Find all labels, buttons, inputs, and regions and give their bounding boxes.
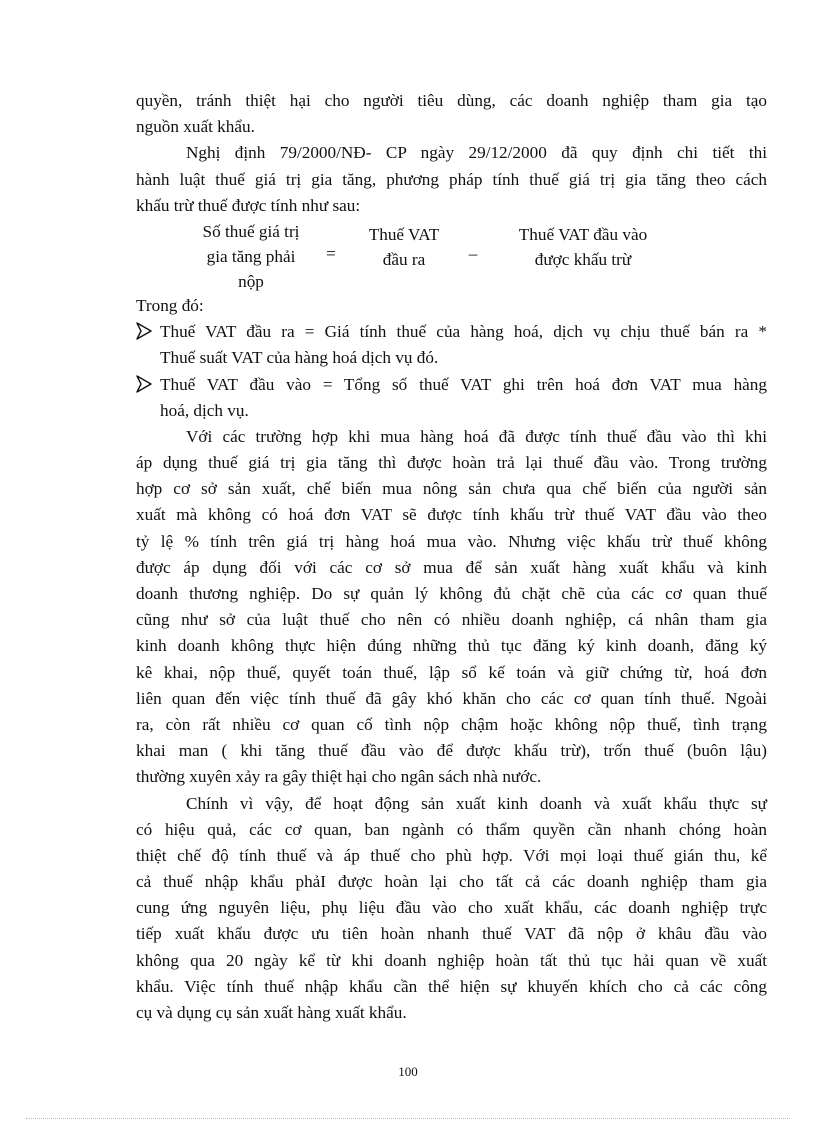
text-line: khai man ( khi tăng thuế đầu vào để được khấu trừ), trốn thuế (buôn lậu) bbox=[136, 741, 767, 761]
text-line: tỷ lệ % tính trên giá trị hàng hoá mua vào. Nhưng việc khấu trừ thuế không bbox=[136, 531, 767, 551]
paragraph-intro bbox=[136, 88, 767, 140]
where-label: Trong đó: bbox=[136, 295, 204, 315]
text-line: khấu trừ thuế được tính như sau: bbox=[136, 195, 361, 215]
formula-payable bbox=[186, 219, 316, 294]
text-line: doanh thương nghiệp. Do sự quản lý không đủ chặt chẽ của các cơ quan thuế bbox=[136, 584, 767, 603]
text-line: cũng như sở của luật thuế cho nên có nhiều doanh nghiệp, cá nhân tham gia bbox=[136, 610, 767, 630]
text-line: khẩu. Việc tính thuế nhập khẩu cần thể hiện sự khuyến khích cho cả các công bbox=[136, 976, 767, 996]
text-line: cung ứng nguyên liệu, phụ liệu đầu vào cho xuất khẩu, các doanh nghiệp trực bbox=[136, 898, 767, 918]
text-line: hoá, dịch vụ. bbox=[160, 400, 249, 420]
page-body bbox=[136, 88, 767, 1026]
formula-text: Thuế VAT bbox=[368, 224, 440, 244]
formula-text: gia tăng phải bbox=[206, 246, 296, 266]
text-line: Thuế VAT đầu ra = Giá tính thuế của hàng hoá, dịch vụ chịu thuế bán ra * bbox=[160, 322, 767, 342]
formula-text: đầu ra bbox=[382, 249, 426, 269]
text-line: kinh doanh không thực hiện đúng những thủ tục đăng ký kinh doanh, đăng ký bbox=[136, 636, 767, 656]
bullet-input-vat bbox=[136, 372, 767, 424]
vat-formula bbox=[136, 219, 767, 293]
formula-input-vat bbox=[498, 222, 668, 272]
text-line: liên quan đến việc tính thuế đã gây khó khăn cho các cơ quan tính thuế. Ngoài bbox=[136, 688, 767, 708]
text-line: cụ và dụng cụ sản xuất hàng xuất khẩu. bbox=[136, 1003, 407, 1022]
text-line: tiếp xuất khẩu được ưu tiên hoàn nhanh thuế VAT đã nộp ở khâu đầu vào bbox=[136, 924, 767, 944]
text-line: Với các trường hợp khi mua hàng hoá đã được tính thuế đầu vào thì khi bbox=[186, 426, 767, 446]
text-line: nguồn xuất khẩu. bbox=[136, 117, 255, 137]
text-line: thường xuyên xảy ra gây thiệt hại cho ngân sách nhà nước. bbox=[136, 767, 542, 787]
formula-text: được khấu trừ bbox=[534, 249, 632, 269]
formula-output-vat bbox=[354, 222, 454, 272]
paragraph-deduction bbox=[136, 424, 767, 791]
text-line: Thuế suất VAT của hàng hoá dịch vụ đó. bbox=[160, 348, 439, 368]
text-line: được áp dụng đối với các cơ sở mua để sản xuất hàng xuất khẩu và kinh bbox=[136, 557, 767, 577]
formula-text: nộp bbox=[238, 271, 264, 291]
text-line: hợp cơ sở sản xuất, chế biến mua nông sản chưa qua chế biến của người sản bbox=[136, 479, 767, 499]
text-line: Nghị định 79/2000/NĐ- CP ngày 29/12/2000 đã quy định chi tiết thi bbox=[186, 143, 767, 163]
text-line: xuất mà không có hoá đơn VAT sẽ được tính khấu trừ thuế VAT đầu vào theo bbox=[136, 505, 767, 525]
formula-equals: = bbox=[326, 243, 336, 263]
text-line: có hiệu quả, các cơ quan, ban ngành có thẩm quyền cần nhanh chóng hoàn bbox=[136, 819, 767, 839]
text-line: áp dụng thuế giá trị gia tăng thì được hoàn trả lại thuế đầu vào. Trong trường bbox=[136, 453, 767, 473]
text-line: quyền, tránh thiệt hại cho người tiêu dùng, các doanh nghiệp tham gia tạo bbox=[136, 91, 767, 110]
text-line: cả thuế nhập khẩu phảI được hoàn lại cho tất cả các doanh nghiệp tham gia bbox=[136, 872, 767, 892]
text-line: thiệt chế độ tính thuế và áp thuế cho phù hợp. Với mọi loại thuế gián thu, kể bbox=[136, 845, 767, 865]
text-line: Thuế VAT đầu vào = Tổng số thuế VAT ghi trên hoá đơn VAT mua hàng bbox=[160, 374, 767, 394]
page-number: 100 bbox=[398, 1064, 418, 1079]
arrowhead-bullet-icon bbox=[136, 322, 152, 340]
arrowhead-bullet-icon bbox=[136, 375, 152, 393]
formula-text: Thuế VAT đầu vào bbox=[518, 224, 648, 244]
formula-text: Số thuế giá trị bbox=[202, 221, 300, 241]
footer-divider bbox=[26, 1118, 790, 1119]
formula-minus: – bbox=[468, 243, 478, 263]
text-line: ra, còn rất nhiều cơ quan cố tình nộp chậm hoặc không nộp thuế, tình trạng bbox=[136, 714, 767, 734]
text-line: Chính vì vậy, để hoạt động sản xuất kinh doanh và xuất khẩu thực sự bbox=[186, 793, 767, 813]
text-line: không qua 20 ngày kể từ khi doanh nghiệp hoàn tất thủ tục hải quan về xuất bbox=[136, 950, 767, 970]
paragraph-recommendation bbox=[136, 791, 767, 1027]
text-line: kê khai, nộp thuế, quyết toán thuế, lập sổ kế toán và giữ chứng từ, hoá đơn bbox=[136, 662, 767, 682]
text-line: hành luật thuế giá trị gia tăng, phương pháp tính thuế giá trị gia tăng theo cách bbox=[136, 169, 767, 189]
bullet-output-vat bbox=[136, 319, 767, 371]
paragraph-decree bbox=[136, 140, 767, 219]
